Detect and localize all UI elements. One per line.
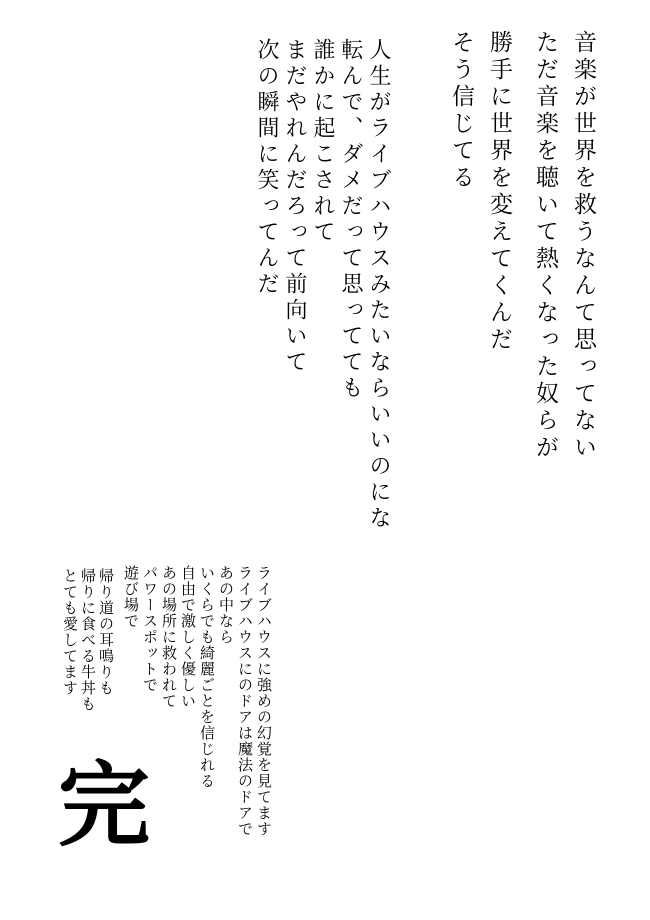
stanza-life-livehouse xyxy=(253,38,393,532)
verse-line: 遊び場で xyxy=(122,565,138,629)
verse-line: 自由で激しく優しい xyxy=(179,565,195,709)
verse-line: 勝手に世界を変えてくんだ xyxy=(487,30,512,354)
verse-line: 誰かに起こされて xyxy=(311,38,336,246)
verse-line: まだやれんだろって前向いて xyxy=(283,38,308,376)
verse-line: いくらでも綺麗ごとを信じれる xyxy=(198,565,214,789)
verse-line: パワースポットで xyxy=(141,565,157,693)
verse-line: ライブハウスに強めの幻覚を見てます xyxy=(255,565,271,837)
stanza-music-belief xyxy=(442,30,602,462)
verse-line: 人生がライブハウスみたいならいいのにな xyxy=(367,38,392,532)
verse-line: 次の瞬間に笑ってんだ xyxy=(255,38,280,298)
verse-line: ただ音楽を聴いて熱くなった奴らが xyxy=(533,30,558,462)
verse-line: 帰りに食べる牛丼も xyxy=(79,568,95,712)
verse-line: 音楽が世界を救うなんて思ってない xyxy=(571,30,596,462)
verse-line: とても愛してます xyxy=(61,568,77,696)
verse-line: あの中なら xyxy=(217,565,233,645)
stanza-homeward xyxy=(60,568,114,712)
verse-line: そう信じてる xyxy=(449,30,474,192)
verse-line: ライブハウスにのドアは魔法のドアで xyxy=(236,565,252,837)
verse-line: あの場所に救われて xyxy=(160,565,176,709)
verse-line: 帰り道の耳鳴りも xyxy=(97,568,113,696)
verse-line: 転んで、ダメだって思ってても xyxy=(339,38,364,402)
end-mark: 完 xyxy=(58,755,151,857)
